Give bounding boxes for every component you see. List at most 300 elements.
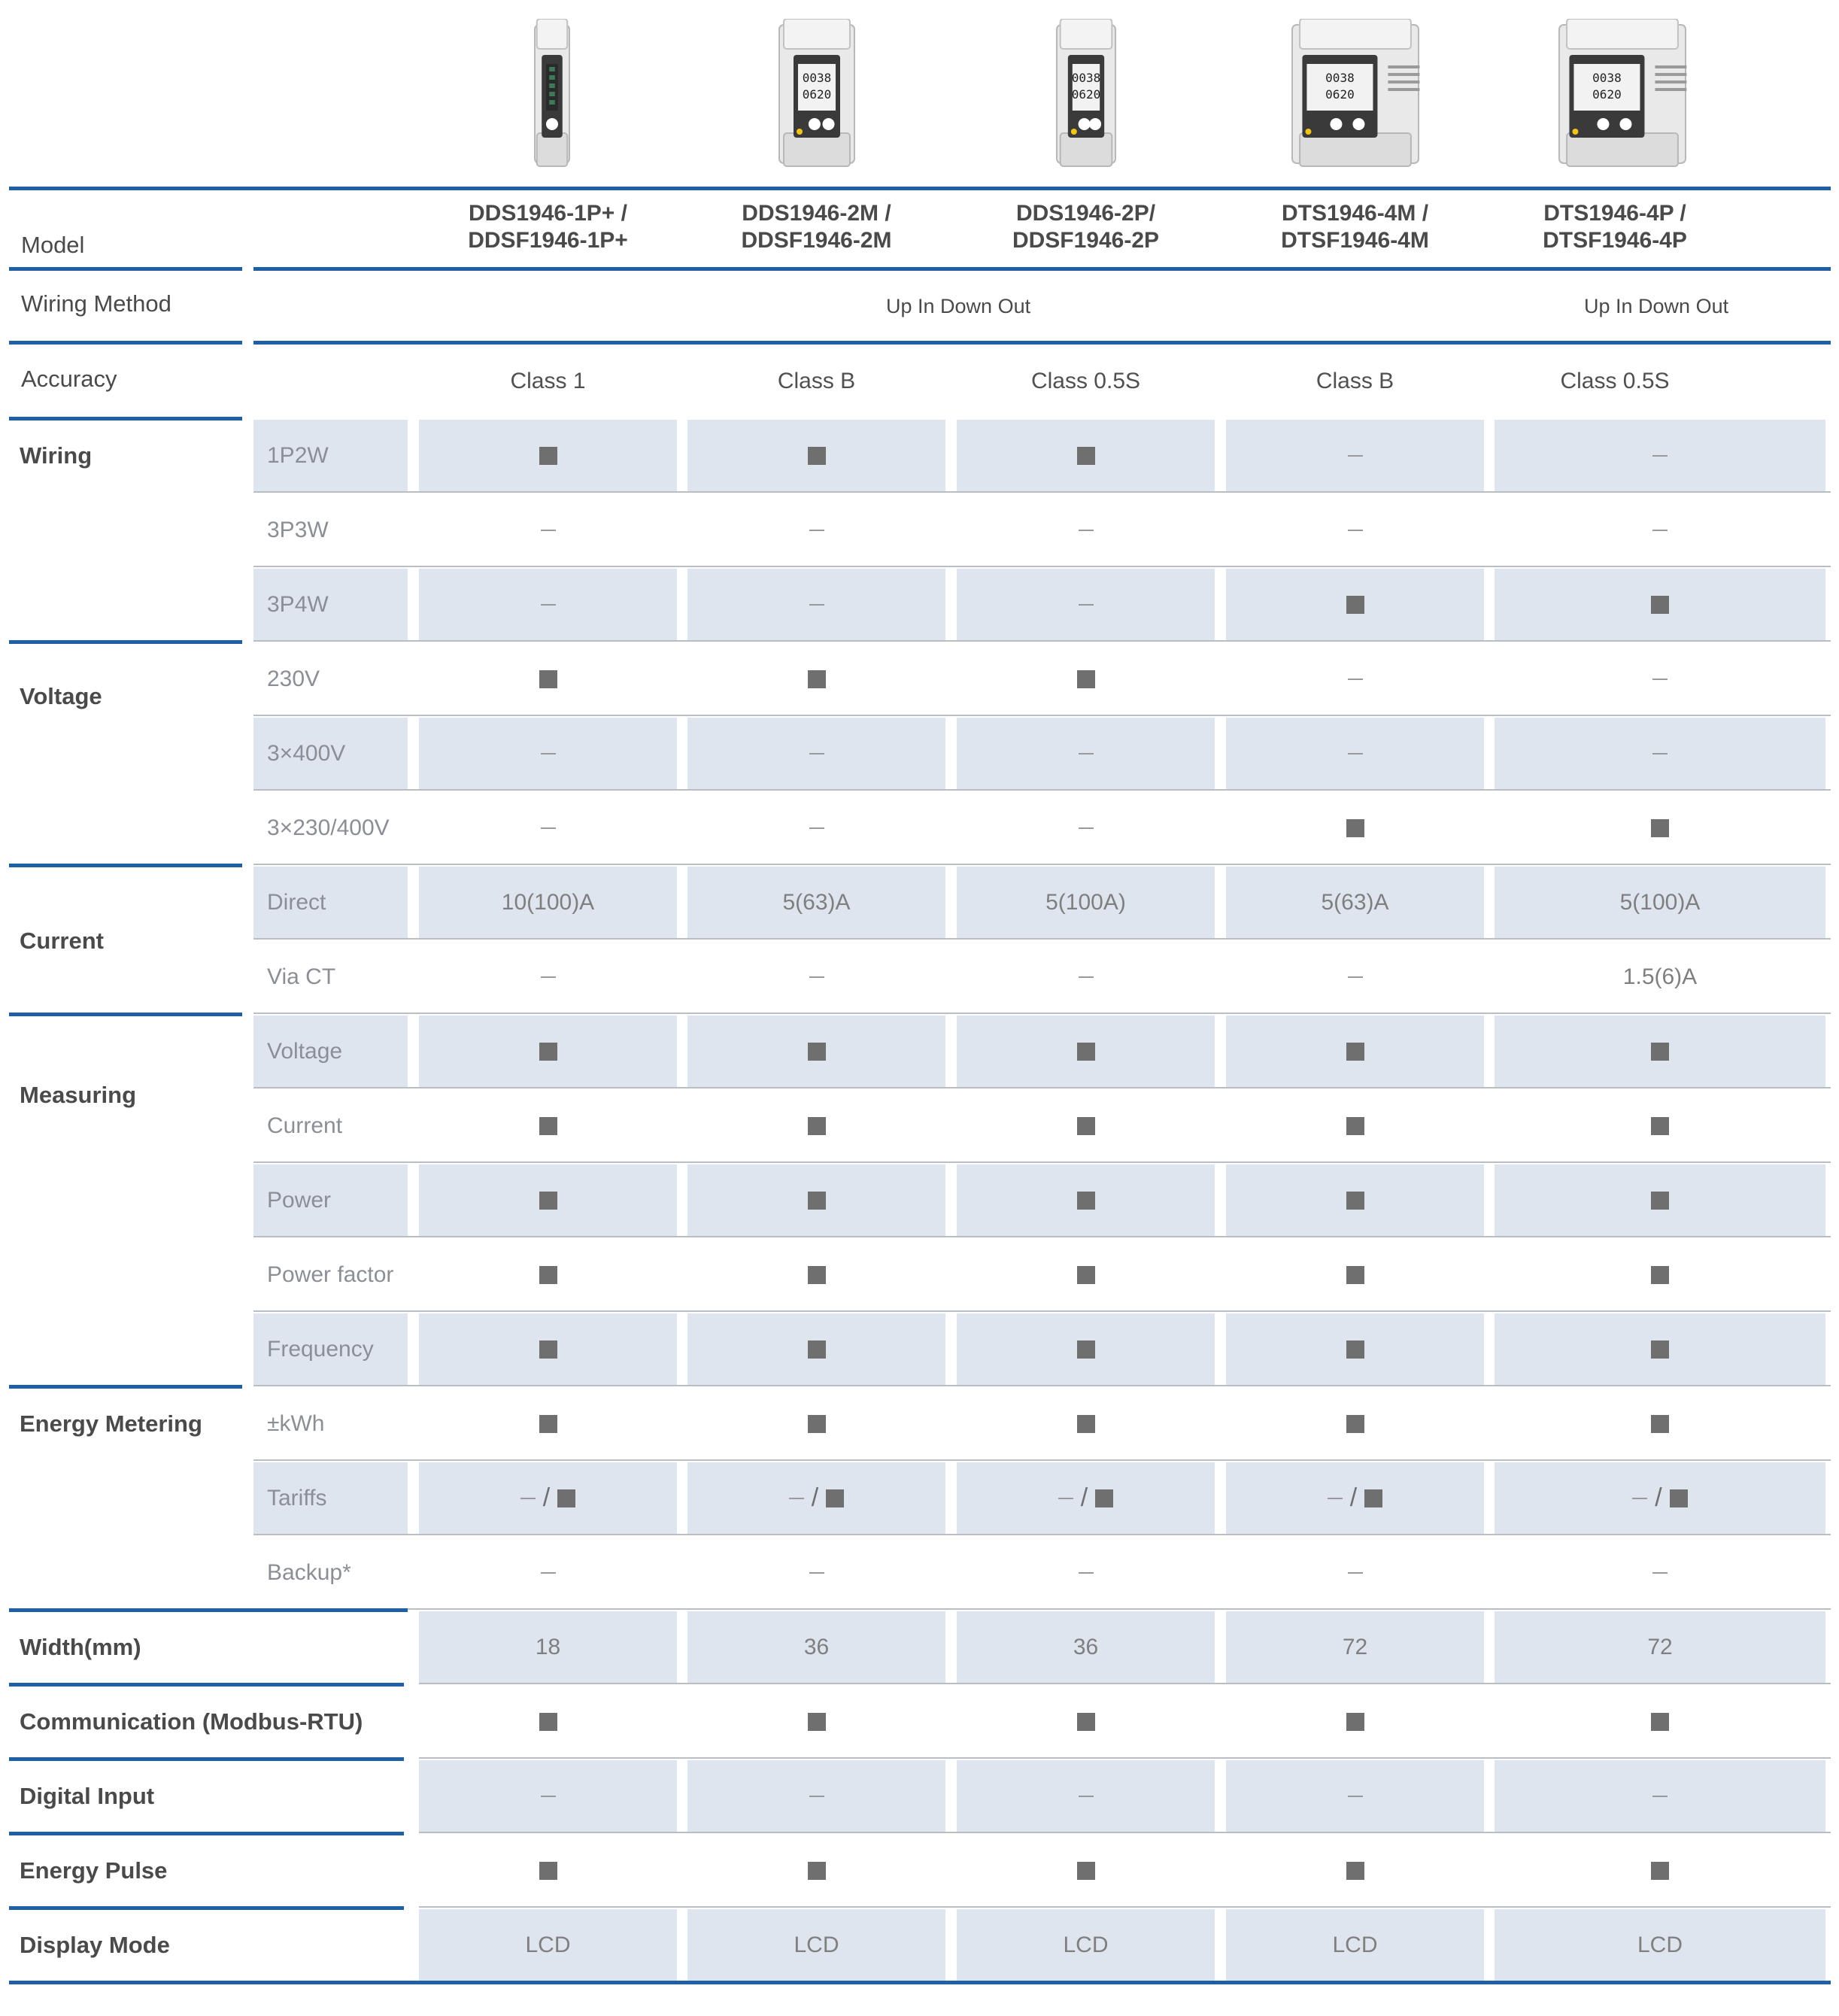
table-cell [419,494,677,566]
row-separator [419,1906,1831,1908]
tariff-separator: / [1080,1483,1088,1512]
table-cell [957,1835,1215,1906]
spec-rule-4 [9,1832,404,1835]
check-square-icon [1651,1117,1669,1135]
accuracy-value-3: Class 0.5S [1030,369,1141,393]
model-name-4: DTS1946-4M / DTSF1946-4M [1281,201,1429,253]
spec-rule-3 [9,1757,404,1761]
cell-value: LCD [1063,1932,1109,1957]
check-square-icon [1651,1862,1669,1880]
dash-icon [1348,976,1363,978]
table-cell [1226,1164,1484,1236]
model-rule-right [253,267,1831,271]
meter-device-image [1285,19,1426,177]
cell-value: 36 [1073,1634,1099,1659]
cell-value: 10(100)A [501,889,595,915]
check-square-icon [1670,1489,1688,1507]
dash-icon [541,976,556,978]
table-cell [687,1909,945,1981]
table-cell [687,1760,945,1832]
tariff-separator: / [811,1483,819,1512]
dash-icon [541,827,556,829]
check-square-icon [1651,596,1669,614]
row-label-tariffs: Tariffs [253,1462,408,1534]
table-cell [1226,1611,1484,1683]
table-cell [687,1090,945,1161]
row-label-frequency: Frequency [253,1313,408,1385]
table-cell [687,792,945,864]
check-square-icon [1077,1713,1095,1731]
check-square-icon [1077,1117,1095,1135]
row-separator [419,1757,1831,1759]
tariff-separator: / [542,1483,551,1512]
cell-value: LCD [1637,1932,1683,1957]
table-cell [687,1239,945,1310]
table-cell [1495,1388,1825,1459]
dash-icon [1652,1796,1668,1797]
table-cell [419,1388,677,1459]
table-cell [419,1909,677,1981]
dash-icon [789,1498,804,1499]
svg-text:0038: 0038 [1592,71,1622,85]
row-label-3p3w: 3P3W [267,517,329,542]
check-square-icon [539,1713,557,1731]
check-square-icon [1077,1266,1095,1284]
wiring-method-label: Wiring Method [21,290,171,317]
cell-value: 36 [803,1634,830,1659]
table-cell [1495,1835,1825,1906]
row-separator [253,1534,1831,1535]
table-cell [1226,569,1484,640]
dash-icon [809,1572,824,1574]
table-cell [419,643,677,715]
row-label-1p2w: 1P2W [253,420,408,491]
cell-value: 1.5(6)A [1622,964,1698,989]
meter-device-image [1552,19,1693,177]
dash-icon [809,1796,824,1797]
table-cell [1495,1239,1825,1310]
table-cell [1495,1090,1825,1161]
cell-value: 5(100)A [1619,889,1701,915]
row-separator [253,566,1831,567]
table-cell [687,1537,945,1608]
table-cell [957,1611,1215,1683]
table-cell [1226,1313,1484,1385]
tariff-value [789,1483,844,1513]
table-cell [687,1164,945,1236]
group-label-wiring: Wiring [20,442,93,469]
model-name-2: DDS1946-2M / DDSF1946-2M [741,201,892,253]
spec-label-1: Width(mm) [20,1634,141,1660]
accuracy-label: Accuracy [21,366,117,392]
table-cell [957,1760,1215,1832]
dash-icon [1079,827,1094,829]
row-label-power-factor: Power factor [267,1262,394,1287]
table-cell [1226,1537,1484,1608]
table-cell [687,1686,945,1757]
cell-value: 5(100A) [1045,889,1126,915]
check-square-icon [1651,1340,1669,1359]
table-cell [419,1090,677,1161]
table-cell [419,420,677,491]
table-cell [1226,1835,1484,1906]
row-separator [253,938,1831,940]
row-separator [419,1683,1831,1684]
check-square-icon [1077,447,1095,465]
table-cell [1226,1090,1484,1161]
table-cell [419,792,677,864]
dash-icon [541,1572,556,1574]
table-cell [1495,792,1825,864]
row-label-voltage: Voltage [253,1016,408,1087]
row-separator [419,1832,1831,1833]
cell-value: 5(63)A [782,889,851,915]
table-cell [957,1016,1215,1087]
wiring-method-value-1: Up In Down Out [886,295,1031,317]
model-name-1: DDS1946-1P+ / DDSF1946-1P+ [468,201,628,253]
table-cell [957,718,1215,789]
wiring-method-rule-right [253,341,1831,345]
wiring-method-value-2: Up In Down Out [1584,295,1729,317]
table-cell [419,1537,677,1608]
table-cell [1226,718,1484,789]
check-square-icon [1346,1266,1364,1284]
check-square-icon [1346,1713,1364,1731]
spec-label-3: Digital Input [20,1783,155,1809]
table-cell [687,867,945,938]
table-cell [957,1388,1215,1459]
dash-icon [541,1796,556,1797]
table-cell [419,1686,677,1757]
table-cell [1226,941,1484,1013]
dash-icon [541,753,556,754]
meter-device-image [527,19,577,177]
row-label-3-230-400v: 3×230/400V [267,815,390,840]
table-cell [1495,420,1825,491]
table-cell [687,941,945,1013]
table-cell [1495,867,1825,938]
table-cell [687,1611,945,1683]
table-cell [957,1313,1215,1385]
dash-icon [1652,455,1668,457]
table-cell [687,420,945,491]
dash-icon [1652,530,1668,531]
tariff-value [1328,1483,1382,1513]
spec-label-5: Display Mode [20,1932,170,1958]
table-cell [1495,1462,1825,1534]
check-square-icon [808,1266,826,1284]
table-cell [1226,420,1484,491]
row-label-direct: Direct [253,867,408,938]
table-cell [957,1164,1215,1236]
group-label-measuring: Measuring [20,1082,137,1108]
table-cell [1226,1760,1484,1832]
dash-icon [1348,679,1363,680]
check-square-icon [539,1415,557,1433]
check-square-icon [808,1192,826,1210]
svg-text:0038: 0038 [802,71,831,85]
table-cell [1226,867,1484,938]
check-square-icon [1077,1415,1095,1433]
dash-icon [1348,753,1363,754]
check-square-icon [1077,1862,1095,1880]
accuracy-value-5: Class 0.5S [1560,369,1670,393]
table-cell [419,1016,677,1087]
dash-icon [1348,1796,1363,1797]
dash-icon [1348,1572,1363,1574]
group-rule-5 [9,1385,242,1389]
table-cell [687,1313,945,1385]
row-label--kwh: ±kWh [267,1410,325,1436]
check-square-icon [539,1043,557,1061]
check-square-icon [1077,1192,1095,1210]
check-square-icon [808,1043,826,1061]
check-square-icon [1651,819,1669,837]
table-cell [957,1090,1215,1161]
table-cell [957,792,1215,864]
dash-icon [520,1498,536,1499]
table-bottom-rule [9,1981,1831,1984]
table-cell [419,1164,677,1236]
row-separator [253,789,1831,791]
tariff-separator: / [1349,1483,1358,1512]
row-label-230v: 230V [267,666,320,691]
row-separator [253,1236,1831,1237]
svg-text:0620: 0620 [802,87,831,102]
row-separator [253,1459,1831,1461]
check-square-icon [557,1489,575,1507]
table-cell [419,569,677,640]
dash-icon [809,753,824,754]
table-cell [957,1686,1215,1757]
dash-icon [1652,1572,1668,1574]
check-square-icon [539,1117,557,1135]
table-cell [1495,941,1825,1013]
row-separator [253,1310,1831,1312]
cell-value: LCD [525,1932,571,1957]
table-cell [957,941,1215,1013]
table-cell [419,1835,677,1906]
check-square-icon [808,447,826,465]
check-square-icon [1346,1117,1364,1135]
check-square-icon [808,1713,826,1731]
dash-icon [1079,976,1094,978]
model-name-3: DDS1946-2P/ DDSF1946-2P [1012,201,1160,253]
svg-text:0620: 0620 [1071,87,1100,102]
row-separator [253,864,1831,865]
dash-icon [1652,679,1668,680]
check-square-icon [808,1117,826,1135]
group-rule-3 [9,864,242,867]
table-cell [687,718,945,789]
check-square-icon [808,1862,826,1880]
check-square-icon [539,1192,557,1210]
table-cell [957,1462,1215,1534]
group-rule-4 [9,1013,242,1016]
table-cell [1495,1016,1825,1087]
check-square-icon [1346,1340,1364,1359]
row-separator [253,1161,1831,1163]
table-cell [419,867,677,938]
dash-icon [1079,753,1094,754]
table-cell [687,1016,945,1087]
table-cell [1226,643,1484,715]
table-cell [1226,1462,1484,1534]
table-cell [1226,1016,1484,1087]
spec-rule-1 [9,1608,408,1612]
check-square-icon [1651,1713,1669,1731]
dash-icon [1328,1498,1343,1499]
table-cell [957,1909,1215,1981]
dash-icon [1632,1498,1647,1499]
dash-icon [1652,753,1668,754]
tariff-separator: / [1655,1483,1662,1512]
table-cell [1495,718,1825,789]
table-cell [1495,1686,1825,1757]
header-top-rule [9,187,1831,190]
dash-icon [1348,530,1363,531]
dash-icon [809,530,824,531]
dash-icon [1079,530,1094,531]
dash-icon [1348,455,1363,457]
cell-value: 72 [1647,1634,1673,1659]
table-cell [1226,1388,1484,1459]
check-square-icon [1077,1340,1095,1359]
dash-icon [809,827,824,829]
check-square-icon [539,1862,557,1880]
spec-rule-5 [9,1906,404,1910]
row-label-3p4w: 3P4W [253,569,408,640]
svg-text:0038: 0038 [1325,71,1355,85]
dash-icon [541,530,556,531]
spec-label-4: Energy Pulse [20,1857,168,1884]
table-cell [419,1239,677,1310]
accuracy-value-2: Class B [777,369,856,393]
table-cell [957,494,1215,566]
row-label-via-ct: Via CT [267,964,336,989]
dash-icon [1079,1572,1094,1574]
table-cell [957,1239,1215,1310]
group-label-current: Current [20,928,104,954]
check-square-icon [1346,1415,1364,1433]
dash-icon [1079,604,1094,606]
svg-text:0038: 0038 [1071,71,1100,85]
check-square-icon [1651,1043,1669,1061]
check-square-icon [1077,670,1095,688]
check-square-icon [1346,819,1364,837]
cell-value: LCD [794,1932,839,1957]
cell-value: LCD [1332,1932,1378,1957]
table-cell [957,643,1215,715]
check-square-icon [539,670,557,688]
check-square-icon [1346,1043,1364,1061]
model-name-5: DTS1946-4P / DTSF1946-4P [1543,201,1687,253]
svg-text:0620: 0620 [1592,87,1622,102]
check-square-icon [539,447,557,465]
check-square-icon [1095,1489,1113,1507]
check-square-icon [539,1266,557,1284]
row-label-3-400v: 3×400V [253,718,408,789]
table-cell [1495,494,1825,566]
row-separator [253,491,1831,493]
check-square-icon [1346,1192,1364,1210]
dash-icon [541,604,556,606]
svg-text:0620: 0620 [1325,87,1355,102]
tariff-value [520,1483,575,1513]
accuracy-value-1: Class 1 [510,369,586,393]
check-square-icon [1651,1266,1669,1284]
table-cell [1495,1313,1825,1385]
dash-icon [809,604,824,606]
table-cell [1495,1760,1825,1832]
check-square-icon [808,670,826,688]
table-cell [1495,1164,1825,1236]
spec-rule-2 [9,1683,404,1687]
table-cell [1226,792,1484,864]
spec-label-2: Communication (Modbus-RTU) [20,1708,363,1735]
table-cell [419,1462,677,1534]
group-label-voltage: Voltage [20,683,102,709]
table-cell [687,1835,945,1906]
table-cell [419,1760,677,1832]
table-cell [419,718,677,789]
meter-device-image [772,19,862,177]
check-square-icon [1346,596,1364,614]
cell-value: 72 [1342,1634,1368,1659]
table-cell [1495,569,1825,640]
row-separator [253,1608,1831,1610]
table-cell [687,1462,945,1534]
table-cell [419,941,677,1013]
table-cell [419,1313,677,1385]
tariff-value [1632,1483,1687,1513]
table-cell [1226,1909,1484,1981]
check-square-icon [808,1415,826,1433]
meter-device-image [1049,19,1123,177]
group-label-energy-metering: Energy Metering [20,1410,202,1437]
table-cell [1495,1537,1825,1608]
table-cell [957,1537,1215,1608]
row-separator [253,1385,1831,1386]
wiring-method-rule-left [9,341,242,345]
dash-icon [809,976,824,978]
table-cell [1495,1909,1825,1981]
accuracy-value-4: Class B [1316,369,1394,393]
row-label-power: Power [253,1164,408,1236]
table-cell [1226,1239,1484,1310]
cell-value: 18 [535,1634,561,1659]
table-cell [1495,1611,1825,1683]
table-cell [687,569,945,640]
model-label: Model [21,232,85,258]
table-cell [957,867,1215,938]
model-rule-left [9,267,242,271]
tariff-value [1058,1483,1113,1513]
table-cell [419,1611,677,1683]
table-cell [1226,494,1484,566]
group-rule-2 [9,640,242,644]
check-square-icon [1077,1043,1095,1061]
row-label-backup-: Backup* [267,1559,351,1585]
check-square-icon [1651,1192,1669,1210]
table-cell [1226,1686,1484,1757]
table-cell [957,420,1215,491]
check-square-icon [1346,1862,1364,1880]
table-cell [687,494,945,566]
table-cell [957,569,1215,640]
row-separator [253,1087,1831,1088]
table-cell [1495,643,1825,715]
